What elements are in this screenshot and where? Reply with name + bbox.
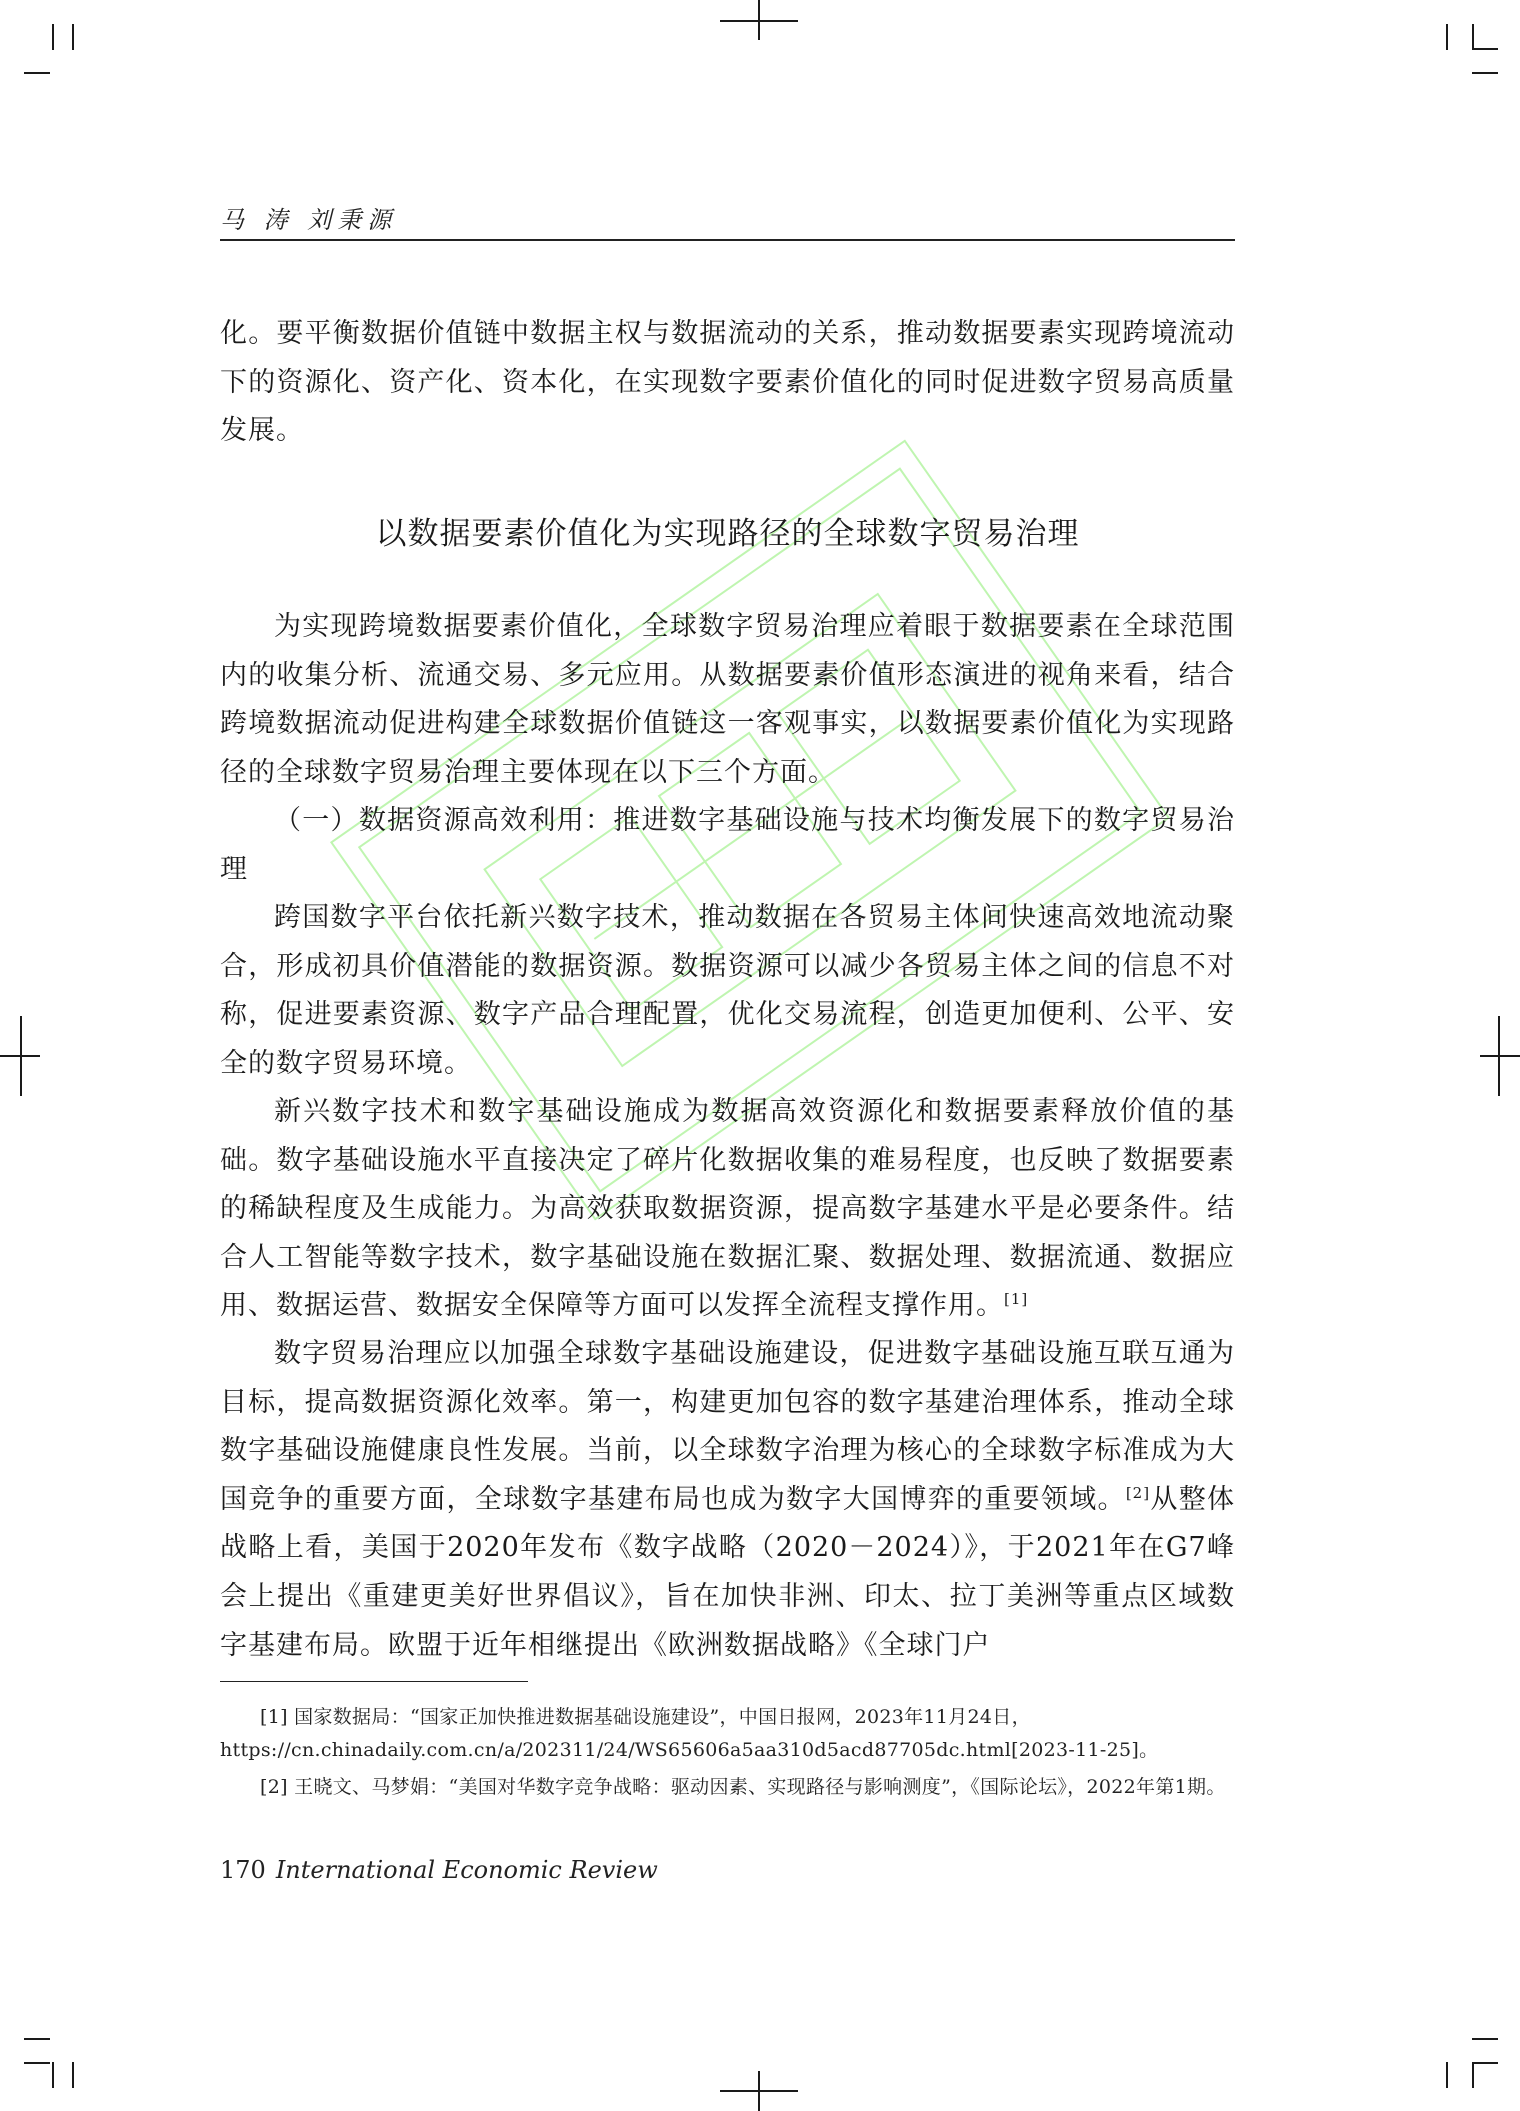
footnote-ref-2: [2] — [1125, 1483, 1151, 1502]
body-paragraph-4 — [220, 1330, 1235, 1670]
body-paragraph-3 — [220, 1088, 1235, 1331]
page-number: 170 — [220, 1856, 266, 1884]
footnote-ref-1: [1] — [1004, 1290, 1029, 1309]
footnote-2: [2] 王晓文、马梦娟：“美国对华数字竞争战略：驱动因素、实现路径与影响测度”，《国际论坛》，2022年第1期。 — [260, 1776, 1226, 1798]
page-folio — [220, 1856, 658, 1884]
running-header-authors: 马 涛 刘秉源 — [220, 206, 398, 234]
footnote-rule — [220, 1681, 528, 1682]
intro-paragraph: 化。要平衡数据价值链中数据主权与数据流动的关系，推动数据要素实现跨境流动下的资源化、资产化、资本化，在实现数字要素价值化的同时促进数字贸易高质量发展。 — [220, 318, 1235, 447]
footnote-1: [1] 国家数据局：“国家正加快推进数据基础设施建设”，中国日报网，2023年11月24日，https://cn.chinadaily.com.cn/a/202311/24/WS65606a5aa310d5acd87705dc.html[2023-11-25]。 — [220, 1706, 1159, 1761]
header-rule — [220, 239, 1235, 241]
body-paragraph-3-text: 新兴数字技术和数字基础设施成为数据高效资源化和数据要素释放价值的基础。数字基础设施水平直接决定了碎片化数据收集的难易程度，也反映了数据要素的稀缺程度及生成能力。为高效获取数据资源，提高数字基建水平是必要条件。结合人工智能等数字技术，数字基础设施在数据汇聚、数据处理、数据流通、数据应用、数据运营、数据安全保障等方面可以发挥全流程支撑作用。 — [220, 1096, 1235, 1322]
journal-name: International Economic Review — [275, 1856, 658, 1884]
body-paragraph-4-text-b: 从整体战略上看，美国于2020年发布《数字战略（2020－2024）》，于2021年在G7峰会上提出《重建更美好世界倡议》，旨在加快非洲、印太、拉丁美洲等重点区域数字基建布局。欧盟于近年相继提出《欧洲数据战略》《全球门户 — [220, 1483, 1235, 1661]
body-paragraph-4-text-a: 数字贸易治理应以加强全球数字基础设施建设，促进数字基础设施互联互通为目标，提高数据资源化效率。第一，构建更加包容的数字基建治理体系，推动全球数字基础设施健康良性发展。当前，以全球数字治理为核心的全球数字标准成为大国竞争的重要方面，全球数字基建布局也成为数字大国博弈的重要领域。 — [220, 1338, 1235, 1515]
body-paragraph-1: 为实现跨境数据要素价值化，全球数字贸易治理应着眼于数据要素在全球范围内的收集分析、流通交易、多元应用。从数据要素价值形态演进的视角来看，结合跨境数据流动促进构建全球数据价值链这一客观事实，以数据要素价值化为实现路径的全球数字贸易治理主要体现在以下三个方面。 — [220, 611, 1235, 788]
body-paragraph-2: 跨国数字平台依托新兴数字技术，推动数据在各贸易主体间快速高效地流动聚合，形成初具价值潜能的数据资源。数据资源可以减少各贸易主体之间的信息不对称，促进要素资源、数字产品合理配置，优化交易流程，创造更加便利、公平、安全的数字贸易环境。 — [220, 902, 1235, 1079]
subheading-1: （一）数据资源高效利用：推进数字基础设施与技术均衡发展下的数字贸易治理 — [220, 805, 1235, 885]
section-title: 以数据要素价值化为实现路径的全球数字贸易治理 — [375, 516, 1080, 552]
